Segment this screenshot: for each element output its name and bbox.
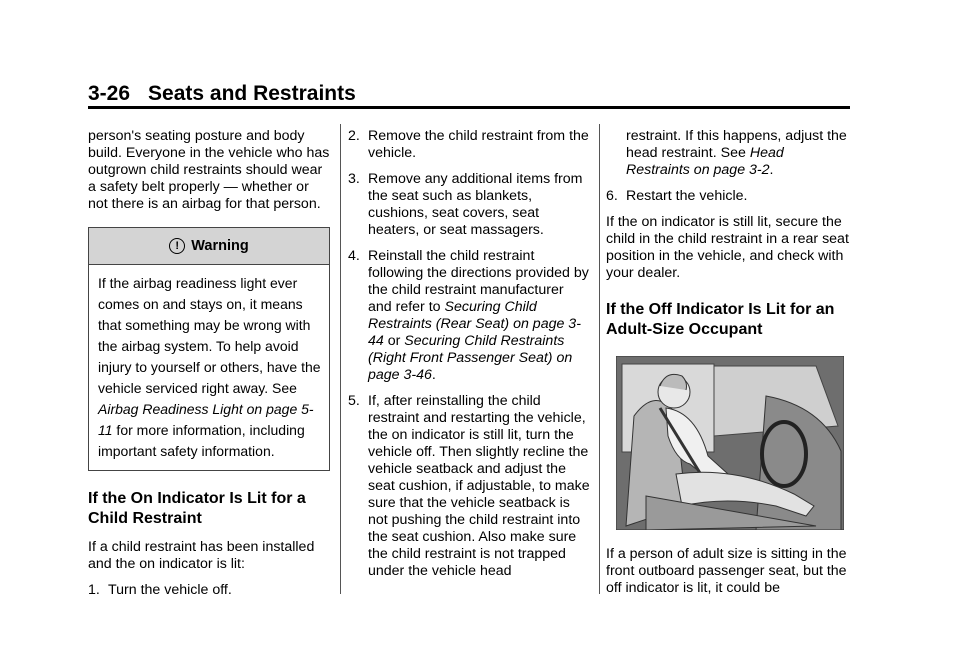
warning-box bbox=[88, 227, 330, 471]
step-continuation bbox=[606, 128, 850, 179]
warning-reference-link[interactable]: Airbag Readiness Light on page 5-11 bbox=[98, 401, 314, 438]
step-number: 1. bbox=[88, 582, 100, 598]
warning-icon: ! bbox=[169, 238, 185, 254]
step-number: 3. bbox=[348, 171, 360, 187]
section-heading-on-indicator: If the On Indicator Is Lit for a Child Restraint bbox=[88, 490, 306, 527]
adult-occupant-illustration bbox=[616, 356, 844, 530]
column-divider-2 bbox=[599, 124, 600, 594]
list-item bbox=[348, 128, 591, 162]
step-text bbox=[368, 248, 591, 384]
step-text: Turn the vehicle off. bbox=[108, 582, 232, 598]
reference-link-head-restraints[interactable]: Head Restraints on page 3-2 bbox=[626, 145, 784, 178]
list-item bbox=[348, 171, 591, 239]
column-1 bbox=[88, 128, 330, 608]
section-title: Seats and Restraints bbox=[148, 82, 356, 105]
column-3 bbox=[606, 128, 850, 606]
column-2 bbox=[348, 128, 591, 589]
reference-link-rear-seat[interactable]: Securing Child Restraints (Rear Seat) on page 3-44 bbox=[368, 299, 581, 349]
step-text: Remove any additional items from the seat such as blankets, cushions, seat covers, seat heaters, or seat massagers. bbox=[368, 171, 583, 238]
list-item bbox=[606, 188, 850, 205]
warning-header bbox=[89, 228, 329, 265]
step-number: 6. bbox=[606, 188, 618, 204]
step-number: 5. bbox=[348, 393, 360, 409]
page-number: 3-26 bbox=[88, 82, 131, 105]
illustration-drawing bbox=[616, 356, 844, 530]
step-text: If, after reinstalling the child restraint and restarting the vehicle, the on indicator is still lit, turn the vehicle off. Then slightly recline the vehicle seatback and adjust the seat cushion, if adjustable, to make sure that the vehicle seatback is not pushing the child restraint into the seat cushion. Also make sure the child restraint is not trapped under the vehicle head bbox=[368, 393, 590, 579]
step-number: 2. bbox=[348, 128, 360, 144]
step-number: 4. bbox=[348, 248, 360, 264]
list-item bbox=[348, 248, 591, 384]
warning-body bbox=[89, 265, 329, 470]
reference-link-front-seat[interactable]: Securing Child Restraints (Right Front Passenger Seat) on page 3-46 bbox=[368, 333, 573, 383]
step-text-end: . bbox=[431, 367, 436, 383]
warning-text-end: for more information, including important safety information. bbox=[98, 422, 305, 459]
step-text-or: or bbox=[383, 333, 405, 349]
step-text: Remove the child restraint from the vehicle. bbox=[368, 128, 589, 161]
on-indicator-paragraph: If a child restraint has been installed and the on indicator is lit: bbox=[88, 539, 315, 572]
header-rule bbox=[88, 106, 850, 109]
warning-text: If the airbag readiness light ever comes on and stays on, it means that something may be wrong with the airbag system. To help avoid injury to yourself or others, have the vehicle serviced right away. See bbox=[98, 275, 321, 396]
step-text: restraint. If this happens, adjust the head restraint. See bbox=[626, 128, 847, 161]
page-header bbox=[88, 82, 356, 106]
step-text-part: Reinstall the child restraint following the directions provided by the child restraint manufacturer and refer to bbox=[368, 248, 589, 315]
column-divider-1 bbox=[340, 124, 341, 594]
list-item bbox=[348, 393, 591, 580]
still-lit-paragraph: If the on indicator is still lit, secure the child in the child restraint in a rear seat position in the vehicle, and check with your dealer. bbox=[606, 214, 849, 281]
intro-paragraph: person's seating posture and body build. Everyone in the vehicle who has outgrown child restraints should wear a safety belt properly — whether or not there is an airbag for that person. bbox=[88, 128, 330, 212]
adult-occupant-paragraph: If a person of adult size is sitting in the front outboard passenger seat, but the off indicator is lit, it could be bbox=[606, 546, 847, 596]
section-heading-off-indicator: If the Off Indicator Is Lit for an Adult-Size Occupant bbox=[606, 301, 835, 338]
list-item bbox=[88, 582, 330, 599]
warning-title: Warning bbox=[191, 237, 249, 254]
step-text: Restart the vehicle. bbox=[626, 188, 748, 204]
step-text-end: . bbox=[769, 162, 774, 178]
